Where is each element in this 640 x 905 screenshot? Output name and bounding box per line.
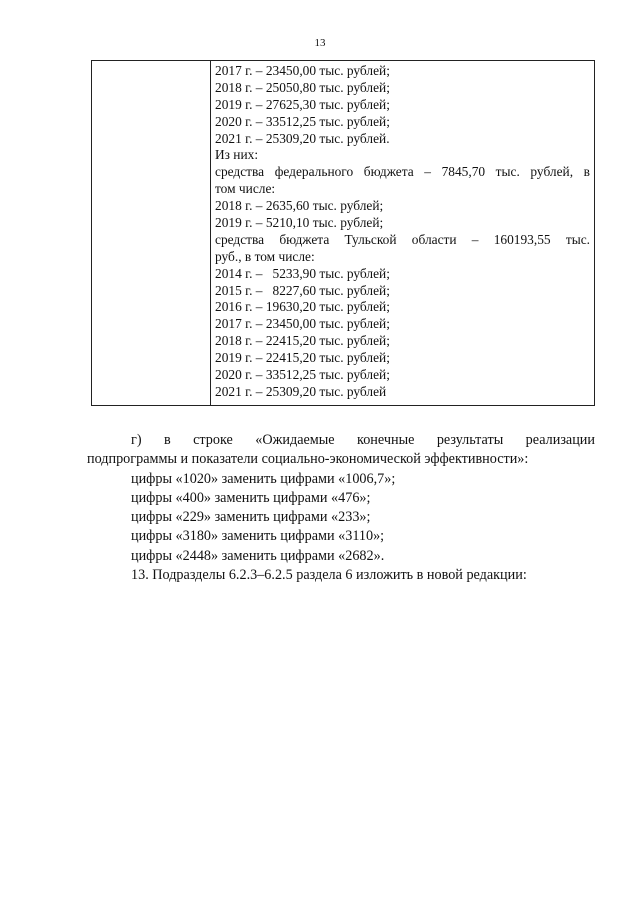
table-line: 2015 г. – 8227,60 тыс. рублей; xyxy=(215,282,390,298)
table-line: Из них: xyxy=(215,147,259,163)
replacement-line: цифры «229» заменить цифрами «233»; xyxy=(131,509,371,526)
replacement-line: цифры «3180» заменить цифрами «3110»; xyxy=(131,528,385,545)
table-line: 2016 г. – 19630,20 тыс. рублей; xyxy=(215,299,390,315)
replacement-line: цифры «2448» заменить цифрами «2682». xyxy=(131,547,385,564)
table-line: средства бюджета Тульской области – 160193,55 тыс. xyxy=(215,231,590,247)
table-line: 2018 г. – 22415,20 тыс. рублей; xyxy=(215,333,390,349)
table-line: 2021 г. – 25309,20 тыс. рублей. xyxy=(215,130,390,146)
table-line: 2014 г. – 5233,90 тыс. рублей; xyxy=(215,265,390,281)
table-line: 2019 г. – 22415,20 тыс. рублей; xyxy=(215,350,390,366)
table-column-divider xyxy=(210,61,211,405)
document-body xyxy=(87,431,595,585)
page-number: 13 xyxy=(314,37,326,49)
replacement-line: цифры «400» заменить цифрами «476»; xyxy=(131,489,371,506)
table-line: руб., в том числе: xyxy=(215,248,315,264)
table-line: 2019 г. – 27625,30 тыс. рублей; xyxy=(215,96,390,112)
table-line: 2020 г. – 33512,25 тыс. рублей; xyxy=(215,367,390,383)
table-line: 2018 г. – 25050,80 тыс. рублей; xyxy=(215,79,390,95)
table-line: средства федерального бюджета – 7845,70 тыс. рублей, в xyxy=(215,164,590,180)
table-line: 2017 г. – 23450,00 тыс. рублей; xyxy=(215,316,390,332)
paragraph-g-line: г) в строке «Ожидаемые конечные результаты реализации xyxy=(131,432,595,448)
table-line: 2018 г. – 2635,60 тыс. рублей; xyxy=(215,198,384,214)
replacement-line: цифры «1020» заменить цифрами «1006,7»; xyxy=(131,470,396,487)
table-line: 2019 г. – 5210,10 тыс. рублей; xyxy=(215,215,384,231)
table-line: 2021 г. – 25309,20 тыс. рублей xyxy=(215,383,387,399)
funding-table-cell xyxy=(215,63,590,401)
table-line: 2017 г. – 23450,00 тыс. рублей; xyxy=(215,63,390,78)
funding-table xyxy=(91,60,595,406)
paragraph-g-line: подпрограммы и показатели социально-экономической эффективности»: xyxy=(87,451,529,468)
table-line: том числе: xyxy=(215,181,276,197)
paragraph-13: 13. Подразделы 6.2.3–6.2.5 раздела 6 изложить в новой редакции: xyxy=(131,567,527,584)
table-line: 2020 г. – 33512,25 тыс. рублей; xyxy=(215,113,390,129)
